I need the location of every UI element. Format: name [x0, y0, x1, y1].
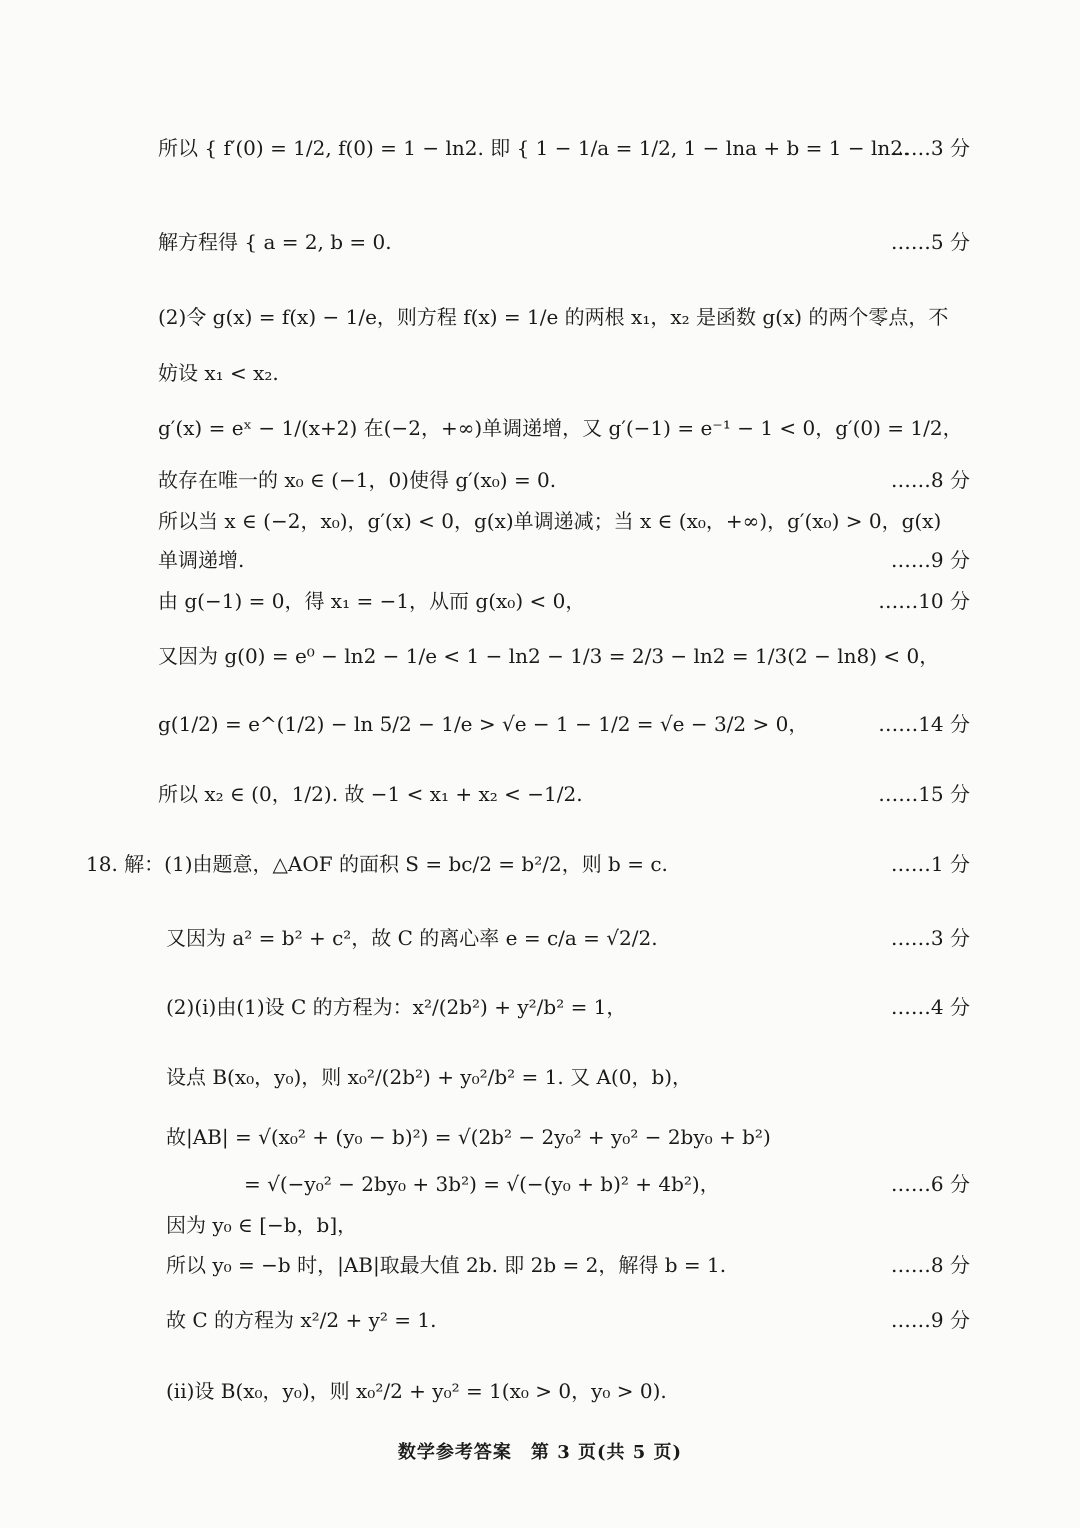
text-line-11: g(1/2) = e^(1/2) − ln 5/2 − 1/e > √e − 1 − 1/2 = √e − 3/2 > 0，: [158, 712, 809, 736]
score-label: ……5 分: [890, 230, 970, 254]
text-line-13: 18. 解：(1)由题意，△AOF 的面积 S = bc/2 = b²/2，则 b = c.: [86, 852, 668, 876]
text-line-4: 妨设 x₁ < x₂.: [158, 361, 279, 385]
score-label: ……3 分: [890, 136, 970, 160]
score-label: ……6 分: [890, 1172, 970, 1196]
text-line-15: (2)(i)由(1)设 C 的方程为：x²/(2b²) + y²/b² = 1，: [166, 995, 627, 1019]
score-label: ……8 分: [890, 1253, 970, 1277]
score-label: ……9 分: [890, 548, 970, 572]
score-label: ……10 分: [878, 589, 970, 613]
score-label: ……14 分: [878, 712, 970, 736]
text-line-12: 所以 x₂ ∈ (0，1/2). 故 −1 < x₁ + x₂ < −1/2.: [158, 782, 583, 806]
text-line-14: 又因为 a² = b² + c²，故 C 的离心率 e = c/a = √2/2.: [166, 926, 658, 950]
text-line-7: 所以当 x ∈ (−2，x₀)，g′(x) < 0，g(x)单调递减；当 x ∈ (x₀，+∞)，g′(x₀) > 0，g(x): [158, 509, 942, 533]
text-line-10: 又因为 g(0) = e⁰ − ln2 − 1/e < 1 − ln2 − 1/3 = 2/3 − ln2 = 1/3(2 − ln8) < 0，: [158, 644, 940, 668]
text-line-22: (ii)设 B(x₀，y₀)，则 x₀²/2 + y₀² = 1(x₀ > 0，y₀ > 0).: [166, 1379, 667, 1403]
text-line-20: 所以 y₀ = −b 时，|AB|取最大值 2b. 即 2b = 2，解得 b = 1.: [166, 1253, 727, 1277]
text-line-18: = √(−y₀² − 2by₀ + 3b²) = √(−(y₀ + b)² + 4b²)，: [244, 1172, 720, 1196]
text-line-21: 故 C 的方程为 x²/2 + y² = 1.: [166, 1308, 437, 1332]
score-label: ……3 分: [890, 926, 970, 950]
text-line-17: 故|AB| = √(x₀² + (y₀ − b)²) = √(2b² − 2y₀² + y₀² − 2by₀ + b²): [166, 1125, 771, 1149]
text-line-1: 所以 { f′(0) = 1/2, f(0) = 1 − ln2. 即 { 1 − 1/a = 1/2, 1 − lna + b = 1 − ln2.: [158, 136, 910, 160]
page-footer: 数学参考答案 第 3 页(共 5 页): [397, 1442, 683, 1463]
text-line-2: 解方程得 { a = 2, b = 0.: [158, 230, 392, 254]
text-line-3: (2)令 g(x) = f(x) − 1/e，则方程 f(x) = 1/e 的两根 x₁，x₂ 是函数 g(x) 的两个零点，不: [158, 305, 949, 329]
score-label: ……4 分: [890, 995, 970, 1019]
score-label: ……9 分: [890, 1308, 970, 1332]
text-line-9: 由 g(−1) = 0，得 x₁ = −1，从而 g(x₀) < 0，: [158, 589, 586, 613]
score-label: ……8 分: [890, 468, 970, 492]
text-line-19: 因为 y₀ ∈ [−b，b]，: [166, 1213, 358, 1237]
score-label: ……15 分: [878, 782, 970, 806]
text-line-5: g′(x) = eˣ − 1/(x+2) 在(−2，+∞)单调递增，又 g′(−1) = e⁻¹ − 1 < 0，g′(0) = 1/2，: [158, 416, 963, 440]
text-line-16: 设点 B(x₀，y₀)，则 x₀²/(2b²) + y₀²/b² = 1. 又 A(0，b)，: [166, 1065, 693, 1089]
text-line-6: 故存在唯一的 x₀ ∈ (−1，0)使得 g′(x₀) = 0.: [158, 468, 557, 492]
text-line-8: 单调递增.: [158, 548, 245, 572]
score-label: ……1 分: [890, 852, 970, 876]
